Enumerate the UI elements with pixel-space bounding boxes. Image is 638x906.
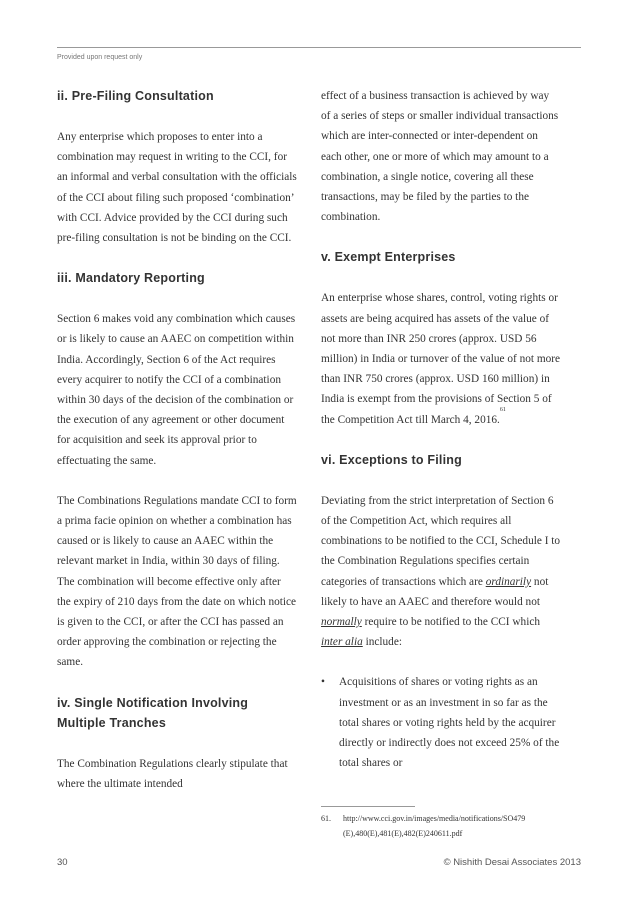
paragraph: effect of a business transaction is achieved by way of a series of steps or smaller individual transactions which are inter-connected or inter-dependent on each other, one or more of which may amount to a combination, a single notice, covering all these transactions, may be filed by the parties to the combination. (321, 90, 559, 224)
paragraph: The Combination Regulations clearly stipulate that where the ultimate intended (57, 757, 288, 790)
paragraph-text: Deviating from the strict interpretation of Section 6 of the Competition Act, which requires all combinations to be notified to the CCI, Schedule I to the Combination Regulations specifies certain categories of transactions which are (321, 494, 561, 588)
section-heading-pre-filing: ii. Pre-Filing Consultation (57, 89, 214, 103)
footnote-link[interactable]: http://www.cci.gov.in/images/media/notifications/SO479 (343, 814, 526, 823)
footnote-rule (321, 806, 415, 807)
paragraph: Section 6 makes void any combination which causes or is likely to cause an AAEC on competition within India. Accordingly, Section 6 of the Act requires every acquirer to notify the CCI of a combination within 30 days of the decision of the combination or the execution of any agreement or other document for acquisition and seek its approval prior to effectuating the same. (57, 313, 296, 467)
paragraph (321, 491, 561, 653)
section-heading-exceptions: vi. Exceptions to Filing (321, 452, 462, 467)
list-item (321, 672, 561, 773)
footnote (321, 812, 566, 841)
page-number: 30 (57, 857, 68, 868)
section-heading-mandatory-reporting: iii. Mandatory Reporting (57, 271, 205, 286)
paragraph-text: require to be notified to the CCI which (364, 616, 540, 629)
footnote-ref[interactable]: 61 (499, 406, 506, 413)
left-column (57, 86, 297, 794)
copyright: © Nishith Desai Associates 2013 (443, 857, 581, 868)
paragraph: The Combinations Regulations mandate CCI to form a prima facie opinion on whether a combination has caused or is likely to cause an AAEC within the relevant market in India, within 30 days of filing. The combination will become effective only after the expiry of 210 days from the date on which notice is given to the CCI, or after the CCI has passed an order approving the combination or rejecting the same. (57, 494, 297, 669)
paragraph-text: An enterprise whose shares, control, voting rights or assets are being acquired has assets of the value of not more than INR 250 crores (approx. USD 56 million) in India or turnover of the value of not more than INR 750 crores (approx. USD 160 million) in India is exempt from the provisions of Section 5 of the Competition Act till March 4, 2016. (321, 292, 561, 426)
section-heading-single-notification: iv. Single Notification Involving Multiple Tranches (57, 695, 249, 730)
right-column (321, 86, 561, 773)
footnote-number: 61. (321, 814, 331, 823)
emphasis: inter alia (321, 636, 363, 649)
bullet-text: Acquisitions of shares or voting rights as an investment or as an investment in so far as the total shares or voting rights held by the acquirer directly or indirectly does not exceed 25% of the total shares or (339, 676, 560, 770)
header-note: Provided upon request only (57, 54, 143, 61)
bullet-icon: • (321, 676, 325, 689)
footnote-link-cont[interactable]: (E),480(E),481(E),482(E)240611.pdf (343, 828, 463, 838)
paragraph-text: not likely to have an AAEC and therefore would not (321, 575, 549, 608)
paragraph (321, 288, 561, 429)
paragraph-text: include: (365, 636, 402, 649)
section-heading-exempt-enterprises: v. Exempt Enterprises (321, 250, 456, 265)
emphasis: ordinarily (485, 575, 532, 588)
emphasis: normally (321, 616, 362, 629)
paragraph: Any enterprise which proposes to enter into a combination may request in writing to the CCI, for an informal and verbal consultation with the officials of the CCI about filing such proposed ‘combination’ with CCI. Advice provided by the CCI during such pre-filing consultation is not be binding on the CCI. (57, 131, 297, 245)
header-rule (57, 47, 581, 48)
